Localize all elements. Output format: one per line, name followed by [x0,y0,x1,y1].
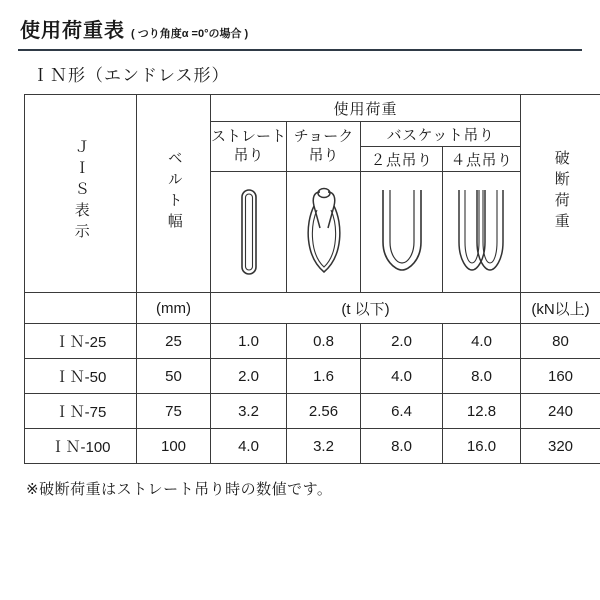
unit-cell-working-load: (t 以下) [211,293,521,324]
cell-straight: 1.0 [211,324,287,359]
table-unit-row [25,293,600,324]
table-row [25,359,600,394]
cell-breaking-load: 320 [521,429,600,464]
cell-straight: 2.0 [211,359,287,394]
cell-basket-2point: 4.0 [361,359,443,394]
footnote: ※破断荷重はストレート吊り時の数値です。 [26,481,333,498]
cell-breaking-load: 240 [521,394,600,429]
cell-choke: 0.8 [287,324,361,359]
page-title-note: ( つり角度α =0°の場合 ) [131,28,249,40]
choke-sling-icon [301,184,347,280]
unit-cell-belt-width: (mm) [137,293,211,324]
cell-belt-width: 25 [137,324,211,359]
load-capacity-table [24,94,600,464]
cell-belt-width: 75 [137,394,211,429]
table-row [25,429,600,464]
cell-straight: 4.0 [211,429,287,464]
basket-2point-sling-icon [373,184,431,280]
header-label-choke-line1: チョーク [293,127,354,145]
header-cell-basket-2point: ２点吊り [361,147,443,172]
cell-belt-width: 50 [137,359,211,394]
cell-breaking-load: 80 [521,324,600,359]
section-title: ＩＮ形（エンドレス形） [32,66,230,85]
cell-jis: ＩＮ-50 [25,359,137,394]
cell-jis: ＩＮ-75 [25,394,137,429]
table-row [25,324,600,359]
cell-basket-4point: 4.0 [443,324,521,359]
header-cell-straight [211,122,287,172]
header-label-breaking-load: 破断荷重 [552,149,570,234]
cell-choke: 3.2 [287,429,361,464]
header-label-choke-line2: 吊り [308,146,339,164]
header-cell-basket-group: バスケット吊り [361,122,521,147]
cell-jis: ＩＮ-25 [25,324,137,359]
header-cell-jis [25,95,137,293]
header-label-jis: ＪＩＳ表示 [72,139,90,244]
header-cell-working-load: 使用荷重 [211,95,521,122]
cell-basket-4point: 16.0 [443,429,521,464]
basket-4point-sling-icon [451,184,513,280]
header-cell-belt-width [137,95,211,293]
page-title-row [18,14,582,43]
cell-basket-4point: 8.0 [443,359,521,394]
cell-basket-2point: 2.0 [361,324,443,359]
unit-cell-jis [25,293,137,324]
choke-sling-icon-cell [287,172,361,293]
cell-choke: 2.56 [287,394,361,429]
header-cell-basket-4point: ４点吊り [443,147,521,172]
basket-4point-sling-icon-cell [443,172,521,293]
header-label-belt-width: ベルト幅 [165,149,183,234]
cell-jis: ＩＮ-100 [25,429,137,464]
header-cell-choke [287,122,361,172]
cell-straight: 3.2 [211,394,287,429]
cell-basket-4point: 12.8 [443,394,521,429]
cell-belt-width: 100 [137,429,211,464]
table-header-group-row [25,95,600,122]
header-label-straight-line1: ストレート [211,127,287,145]
cell-choke: 1.6 [287,359,361,394]
straight-sling-icon-cell [211,172,287,293]
title-divider [18,49,582,51]
header-label-straight-line2: 吊り [233,146,264,164]
cell-breaking-load: 160 [521,359,600,394]
unit-cell-breaking-load: (kN以上) [521,293,600,324]
cell-basket-2point: 6.4 [361,394,443,429]
page-title: 使用荷重表 [20,20,125,42]
table-row [25,394,600,429]
cell-basket-2point: 8.0 [361,429,443,464]
basket-2point-sling-icon-cell [361,172,443,293]
header-cell-breaking-load [521,95,600,293]
straight-sling-icon [232,184,266,280]
